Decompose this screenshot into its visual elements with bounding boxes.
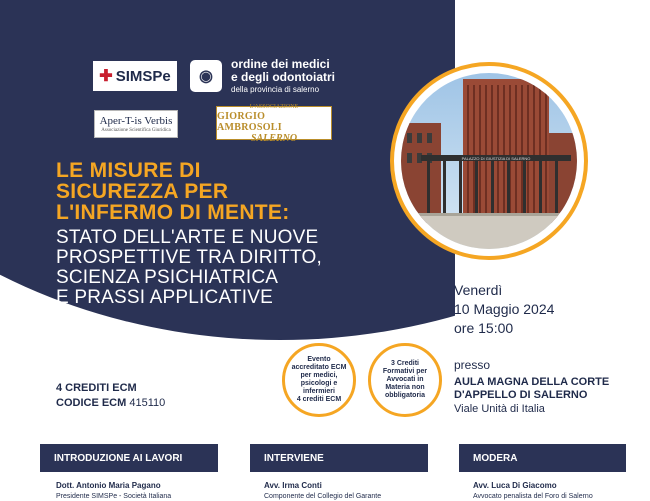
badge2-line-5: obbligatoria	[384, 392, 426, 399]
speaker-name: Avv. Irma Conti	[264, 481, 322, 490]
badge1-line-4: psicologi e	[300, 380, 338, 387]
ecm-credits	[56, 381, 165, 411]
ordine-line-2: e degli odontoiatri	[231, 70, 335, 84]
venue-address: Viale Unità di Italia	[454, 403, 545, 415]
courthouse-photo	[401, 73, 577, 249]
venue-line-1: AULA MAGNA DELLA CORTE	[454, 376, 610, 388]
simspe-logo	[93, 61, 177, 91]
aper-title: Aper-T-is Verbis	[99, 114, 173, 127]
ordine-medici-logo	[188, 56, 353, 100]
title-line-2: SICUREZZA PER	[56, 180, 229, 203]
badge1-line-3: per medici,	[300, 372, 338, 379]
event-time: ore 15:00	[454, 320, 514, 336]
giorgio-line-1: L'ASSOCIAZIONE	[249, 103, 299, 110]
ecm-badge	[282, 343, 356, 417]
simspe-symbol-icon: ✚	[99, 68, 113, 85]
ecm-code-label: CODICE ECM	[56, 397, 127, 409]
ordine-line-1: ordine dei medici	[231, 57, 330, 71]
badge1-line-1: Evento	[307, 356, 331, 363]
title-line-3: L'INFERMO DI MENTE:	[56, 201, 290, 224]
badge2-line-4: Materia non	[385, 384, 425, 391]
ordine-medici-text	[231, 58, 361, 95]
badge2-line-2: Formativi per	[382, 368, 428, 375]
subtitle-line-4: E PRASSI APPLICATIVE	[56, 287, 273, 308]
subtitle-line-2: PROSPETTIVE TRA DIRITTO,	[56, 247, 322, 268]
ordine-line-3: della provincia di salerno	[231, 85, 320, 94]
badge1-line-6: 4 crediti ECM	[296, 396, 342, 403]
event-date: 10 Maggio 2024	[454, 301, 555, 317]
event-subtitle	[56, 228, 386, 308]
section-header-modera: MODERA	[459, 444, 626, 472]
giorgio-line-2: GIORGIO AMBROSOLI	[217, 110, 282, 133]
subtitle-line-3: SCIENZA PSICHIATRICA	[56, 267, 279, 288]
ecm-code	[56, 396, 165, 411]
badge1-line-5: infermieri	[303, 388, 335, 395]
speaker-role: Avvocato penalista del Foro di Salerno	[473, 493, 593, 500]
ecm-code-value: 415110	[129, 397, 166, 409]
speaker-role: Presidente SIMSPe - Società Italiana	[56, 493, 172, 500]
section-header-interviene: INTERVIENE	[250, 444, 428, 472]
giorgio-line-3: SALERNO	[250, 132, 298, 144]
ecm-credits-count: 4 CREDITI ECM	[56, 382, 137, 394]
lawyer-credits-badge	[368, 343, 442, 417]
building-sign: PALAZZO DI GIUSTIZIA DI SALERNO	[461, 156, 531, 161]
aperitis-verbis-logo	[94, 110, 178, 138]
event-title	[56, 160, 356, 223]
section-header-introduzione: INTRODUZIONE AI LAVORI	[40, 444, 218, 472]
courthouse-illustration	[401, 73, 577, 249]
badge1-line-2: accreditato ECM	[291, 364, 347, 371]
event-day: Venerdì	[454, 282, 503, 298]
speaker-role: Componente del Collegio del Garante	[264, 493, 382, 500]
presso-label: presso	[454, 358, 491, 372]
badge2-line-3: Avvocati in	[386, 376, 424, 383]
aper-subtitle: Associazione Scientifica Giuridica	[101, 127, 171, 133]
simspe-logo-text: SIMSPe	[115, 67, 171, 85]
subtitle-line-1: STATO DELL'ARTE E NUOVE	[56, 227, 319, 248]
event-venue	[454, 376, 644, 402]
event-datetime	[454, 281, 554, 338]
badge2-line-1: 3 Crediti	[390, 360, 419, 367]
speaker-name: Avv. Luca Di Giacomo	[473, 481, 557, 490]
ordine-emblem-icon: ◉	[188, 58, 224, 94]
speaker-name: Dott. Antonio Maria Pagano	[56, 481, 161, 490]
venue-line-2: D'APPELLO DI SALERNO	[454, 389, 588, 401]
title-line-1: LE MISURE DI	[56, 159, 201, 182]
giorgio-ambrosoli-logo	[216, 103, 332, 144]
